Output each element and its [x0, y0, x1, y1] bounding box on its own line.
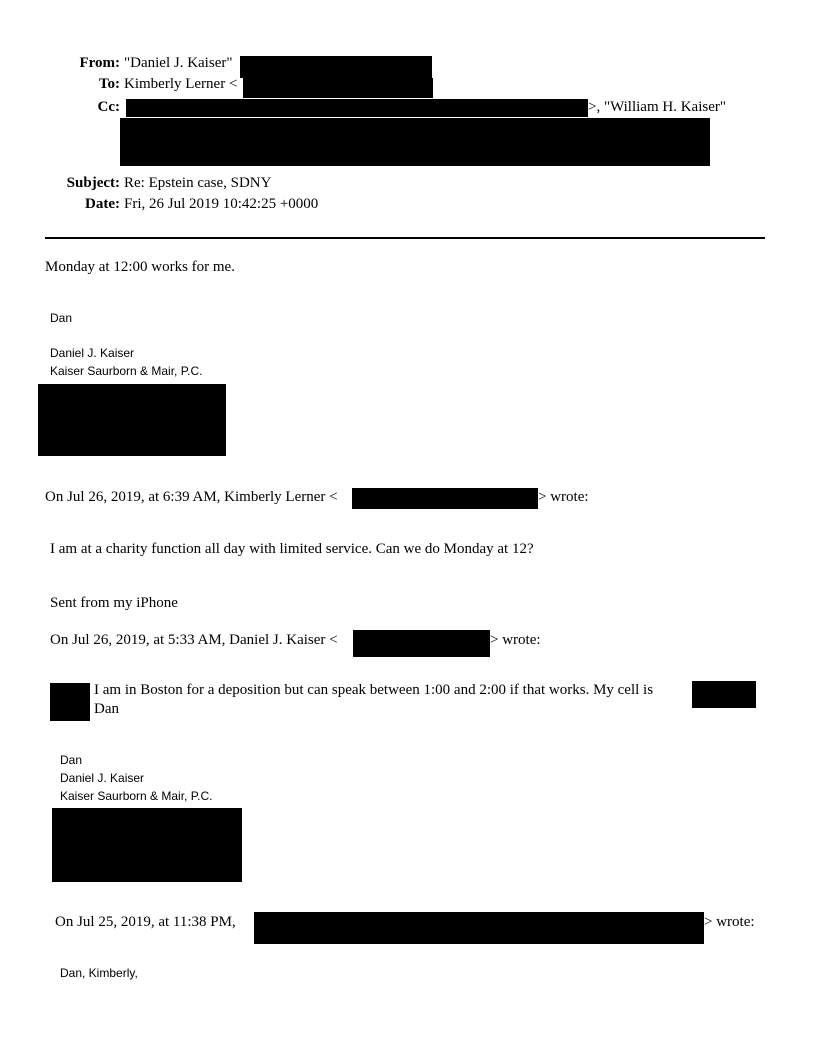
redaction-block: [243, 78, 433, 98]
header-divider: [45, 237, 765, 239]
redaction-block: [240, 56, 432, 78]
redaction-block: [353, 630, 490, 657]
quote-header: On Jul 26, 2019, at 6:39 AM, Kimberly Lerner <: [45, 489, 338, 505]
signature-name-full: Daniel J. Kaiser: [50, 346, 135, 360]
redaction-block: [52, 808, 242, 882]
date-value: Fri, 26 Jul 2019 10:42:25 +0000: [124, 196, 319, 212]
redaction-block: [254, 912, 704, 944]
signature-name-short: Dan: [50, 311, 73, 325]
subject-value: Re: Epstein case, SDNY: [124, 175, 272, 191]
signature-name-short: Dan: [60, 753, 83, 767]
quote-sign: Dan: [94, 701, 119, 717]
quote-body: I am at a charity function all day with limited service. Can we do Monday at 12?: [50, 541, 534, 557]
redaction-block: [352, 488, 538, 509]
redaction-block: [38, 384, 226, 456]
signature-firm: Kaiser Saurborn & Mair, P.C.: [50, 364, 203, 378]
signature-firm: Kaiser Saurborn & Mair, P.C.: [60, 789, 213, 803]
redaction-block: [692, 681, 756, 708]
to-label: To:: [98, 76, 120, 92]
signature-name-full: Daniel J. Kaiser: [60, 771, 145, 785]
cc-value: >, "William H. Kaiser": [588, 99, 726, 115]
reply-text: Monday at 12:00 works for me.: [45, 259, 235, 275]
quote-greeting: Dan, Kimberly,: [60, 966, 138, 980]
date-label: Date:: [85, 196, 120, 212]
quote-header-tail: > wrote:: [538, 489, 589, 505]
quote-header-tail: > wrote:: [704, 914, 755, 930]
cc-label: Cc:: [97, 99, 120, 115]
sent-from-iphone: Sent from my iPhone: [50, 595, 178, 611]
to-value: Kimberly Lerner <: [124, 76, 238, 92]
redaction-block: [120, 118, 710, 166]
quote-header: On Jul 26, 2019, at 5:33 AM, Daniel J. Kaiser <: [50, 632, 338, 648]
redaction-block: [50, 683, 90, 721]
quote-header-tail: > wrote:: [490, 632, 541, 648]
subject-label: Subject:: [66, 175, 120, 191]
quote-header: On Jul 25, 2019, at 11:38 PM,: [55, 914, 236, 930]
from-value: "Daniel J. Kaiser": [124, 55, 233, 71]
redaction-block: [126, 99, 588, 117]
quote-body: I am in Boston for a deposition but can speak between 1:00 and 2:00 if that works. My cell is: [94, 682, 654, 698]
from-label: From:: [79, 55, 120, 71]
